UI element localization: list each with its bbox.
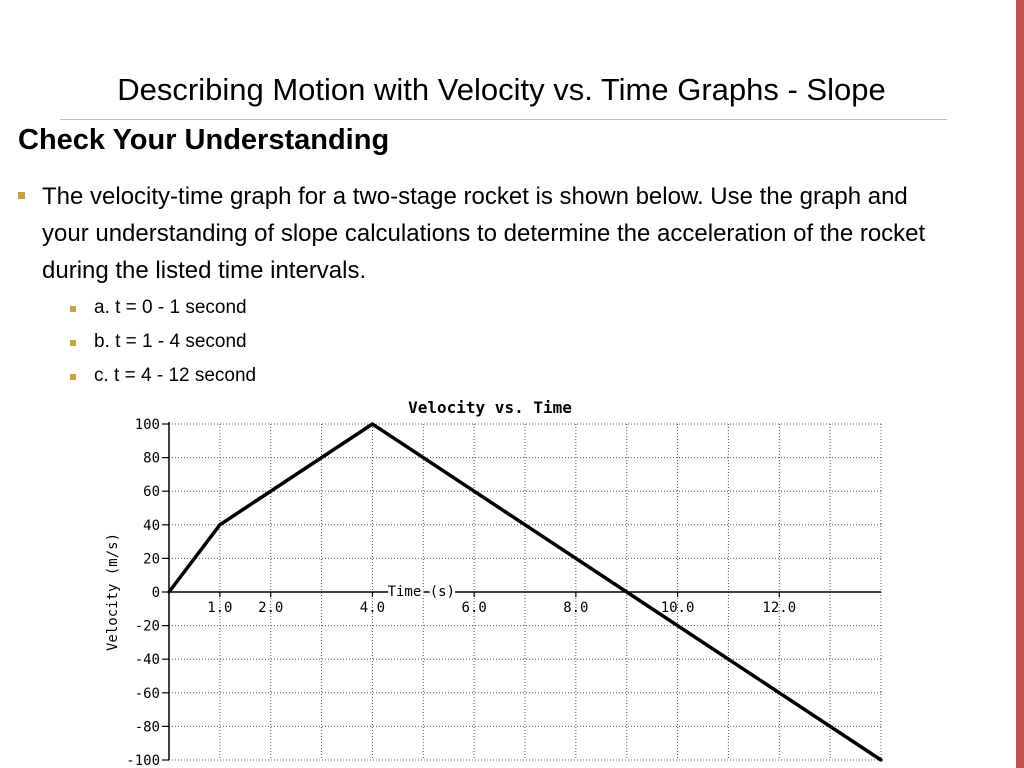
bullet-square-icon (70, 340, 76, 346)
bullet-square-icon (18, 192, 25, 199)
velocity-data-point (879, 758, 882, 761)
sub-bullet-c (70, 365, 256, 387)
sub-bullet-b (70, 331, 247, 353)
x-tick-label: 10.0 (660, 600, 695, 616)
y-tick-label: -40 (134, 652, 160, 669)
sub-bullet-text: c. t = 4 - 12 second (94, 365, 257, 386)
y-tick-label: -20 (134, 618, 160, 635)
y-tick-label: -60 (134, 685, 160, 702)
x-tick-label: 2.0 (258, 600, 284, 616)
y-tick-label: 0 (151, 585, 160, 601)
slide-title: Describing Motion with Velocity vs. Time Graphs - Slope (117, 72, 886, 107)
slide-subtitle: Check Your Understanding (18, 124, 390, 156)
y-axis-label: Velocity (m/s) (105, 532, 121, 652)
y-tick-label: 100 (134, 417, 160, 433)
x-tick-label: 8.0 (563, 600, 589, 616)
bullet-square-icon (70, 374, 76, 380)
y-tick-label: 20 (143, 551, 160, 568)
bullet-square-icon (70, 306, 76, 312)
velocity-time-chart (100, 392, 900, 768)
velocity-data-point (778, 691, 781, 694)
velocity-data-point (218, 523, 221, 526)
x-tick-label: 6.0 (461, 600, 487, 616)
x-axis-label: Time (s) (387, 584, 456, 600)
x-tick-label: 4.0 (359, 600, 386, 616)
main-bullet-text: The velocity-time graph for a two-stage rocket is shown below. Use the graph and your understanding of slope calculations to determine the acceleration of the rocket during the listed time intervals. (42, 183, 926, 284)
title-divider (60, 119, 947, 120)
y-tick-label: 40 (143, 517, 160, 534)
y-tick-label: 80 (143, 450, 160, 467)
y-tick-label: -100 (126, 753, 160, 768)
sub-bullet-text: b. t = 1 - 4 second (94, 331, 247, 352)
sub-bullet-text: a. t = 0 - 1 second (94, 297, 247, 318)
y-tick-label: 60 (143, 484, 160, 501)
main-bullet (18, 178, 958, 289)
sub-bullet-a (70, 297, 247, 319)
y-tick-label: -80 (134, 719, 160, 736)
x-tick-label: 1.0 (207, 600, 233, 616)
x-tick-label: 12.0 (762, 600, 797, 616)
velocity-data-point (371, 422, 374, 425)
chart-title: Velocity vs. Time (408, 398, 572, 417)
velocity-data-point (167, 590, 170, 593)
accent-bar (1016, 0, 1024, 768)
